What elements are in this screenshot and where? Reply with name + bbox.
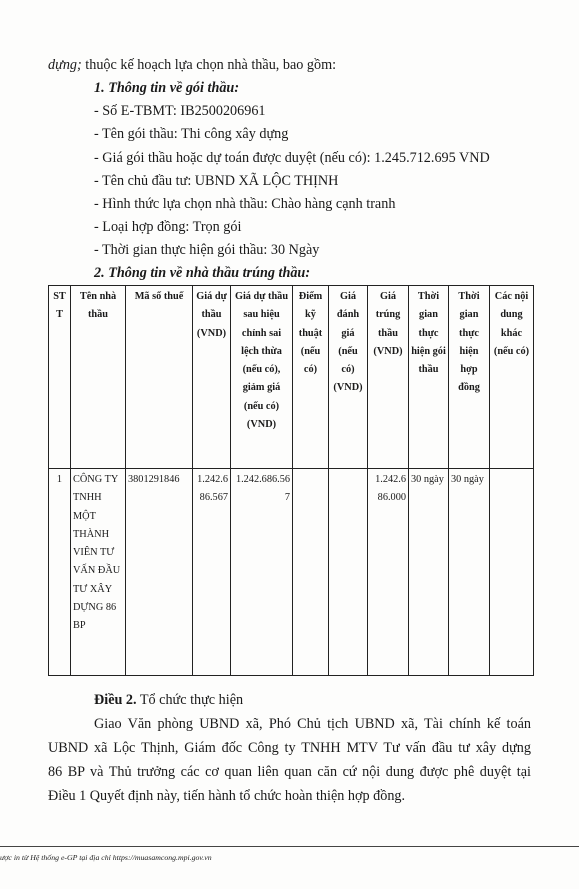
cell-winning-price: 1.242.686.000 — [368, 469, 409, 676]
footer-divider — [0, 846, 579, 847]
cell-package-duration: 30 ngày — [409, 469, 449, 676]
article2-title-rest: Tổ chức thực hiện — [136, 692, 244, 708]
intro-line — [48, 57, 336, 74]
col-header-technical-score: Điểm kỹ thuật (nếu có) — [293, 286, 329, 469]
cell-contract-duration: 30 ngày — [449, 469, 490, 676]
footer-note: ược in từ Hệ thống e-GP tại địa chỉ https://muasamcong.mpi.gov.vn — [0, 853, 212, 862]
section1-item-duration: - Thời gian thực hiện gói thầu: 30 Ngày — [94, 242, 320, 258]
cell-tax-code: 3801291846 — [126, 469, 193, 676]
intro-rest: thuộc kế hoạch lựa chọn nhà thầu, bao gồm: — [81, 57, 337, 73]
col-header-winning-price: Giá trúng thầu (VND) — [368, 286, 409, 469]
table-header-row — [49, 286, 534, 469]
section1-item-contract-type: - Loại hợp đồng: Trọn gói — [94, 219, 242, 235]
article2-para-line-1: Giao Văn phòng UBND xã, Phó Chủ tịch UBND xã, Tài chính kế toán — [94, 716, 531, 732]
section1-item-e-tbmt: - Số E-TBMT: IB2500206961 — [94, 103, 266, 119]
article2-para-line-3: 86 BP và Thủ trưởng các cơ quan liên quan căn cứ nội dung được phê duyệt tại — [48, 764, 531, 780]
cell-evaluated-price — [329, 469, 368, 676]
winning-bidder-table — [48, 285, 534, 676]
table-row — [49, 469, 534, 676]
intro-italic: dựng; — [48, 57, 82, 73]
col-header-other: Các nội dung khác (nếu có) — [490, 286, 534, 469]
section1-item-package-name: - Tên gói thầu: Thi công xây dựng — [94, 126, 289, 142]
section1-item-selection-method: - Hình thức lựa chọn nhà thầu: Chào hàng cạnh tranh — [94, 196, 396, 212]
cell-adjusted-price: 1.242.686.567 — [231, 469, 293, 676]
col-header-adjusted-price: Giá dự thầu sau hiệu chỉnh sai lệch thừa (nếu có), giảm giá (nếu có) (VND) — [231, 286, 293, 469]
col-header-package-duration: Thời gian thực hiện gói thầu — [409, 286, 449, 469]
col-header-evaluated-price: Giá đánh giá (nếu có) (VND) — [329, 286, 368, 469]
article2-para-line-2: UBND xã Lộc Thịnh, Giám đốc Công ty TNHH MTV Tư vấn đầu tư xây dựng — [48, 740, 531, 756]
col-header-contract-duration: Thời gian thực hiện hợp đồng — [449, 286, 490, 469]
col-header-bid-price: Giá dự thầu (VND) — [193, 286, 231, 469]
cell-bidder-name: CÔNG TY TNHH MỘT THÀNH VIÊN TƯ VẤN ĐẦU TƯ XÂY DỰNG 86 BP — [71, 469, 126, 676]
article2-heading — [94, 692, 243, 709]
article2-title: Điều 2. — [94, 692, 137, 708]
col-header-tax-code: Mã số thuế — [126, 286, 193, 469]
section1-item-package-price: - Giá gói thầu hoặc dự toán được duyệt (nếu có): 1.245.712.695 VND — [94, 150, 490, 166]
cell-technical-score — [293, 469, 329, 676]
article2-para-line-4: Điều 1 Quyết định này, tiến hành tổ chức hoàn thiện hợp đồng. — [48, 788, 406, 804]
section1-heading: 1. Thông tin về gói thầu: — [94, 80, 240, 96]
cell-bid-price: 1.242.686.567 — [193, 469, 231, 676]
section2-heading: 2. Thông tin về nhà thầu trúng thầu: — [94, 265, 311, 281]
col-header-stt: STT — [49, 286, 71, 469]
section1-item-investor: - Tên chủ đầu tư: UBND XÃ LỘC THỊNH — [94, 173, 339, 189]
cell-other — [490, 469, 534, 676]
col-header-bidder-name: Tên nhà thầu — [71, 286, 126, 469]
cell-stt: 1 — [49, 469, 71, 676]
